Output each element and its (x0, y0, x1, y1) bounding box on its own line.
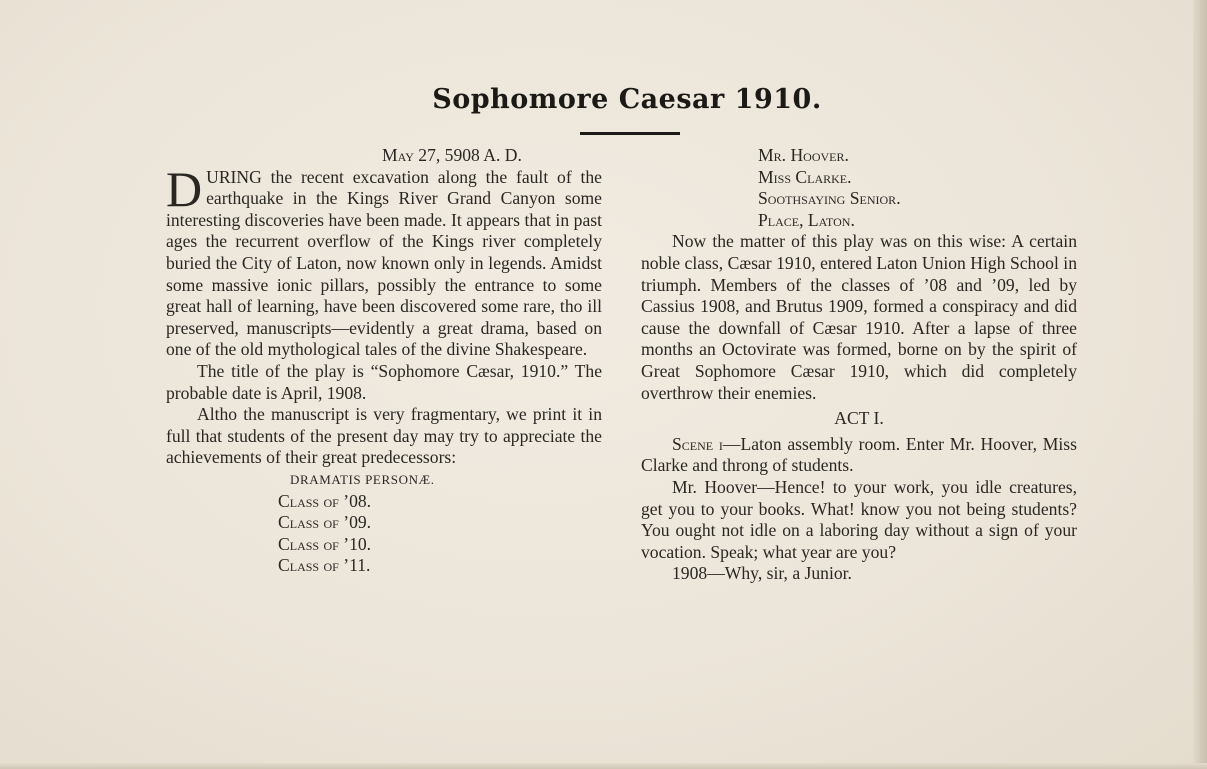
altho-paragraph: Altho the manuscript is very fragmentary, we print it in full that students of the present day may try to appreciate the achievements of their great predecessors: (166, 404, 602, 468)
date-line: May 27, 5908 A. D. (382, 145, 522, 165)
intro-text: URING the recent excavation along the fault of the earthquake in the Kings River Grand Canyon some interesting discoveries have been made. It appears that in past ages the recurrent overflow of the Kings river completely buried the City of Laton, now known only in legends. Amidst some massive ionic pillars, possibly the entrance to some great hall of learning, have been discovered some rare, tho ill preserved, manuscripts—evidently a great drama, based on one of the old mythological tales of the divine Shakespeare. (166, 166, 602, 360)
scene-text: —Laton assembly room. Enter Mr. Hoover, Miss Clarke and throng of students. (641, 433, 1077, 476)
cast-item: Class of ’09. (278, 512, 372, 533)
cast-item: Place, Laton. (758, 209, 855, 230)
junior-line: 1908—Why, sir, a Junior. (672, 563, 852, 584)
drop-cap: D (166, 160, 203, 217)
scene-paragraph (641, 434, 1077, 477)
matter-paragraph: Now the matter of this play was on this wise: A certain noble class, Cæsar 1910, entered Laton Union High School in triumph. Members of the classes of ’08 and ’09, led by Cassius 1908, and Brutus 1909, formed a conspiracy and did cause the downfall of Cæsar 1910. After a lapse of three months an Octovirate was formed, borne on by the spirit of Great Sophomore Cæsar 1910, which did completely overthrow their enemies. (641, 231, 1077, 403)
page-edge-shadow (1193, 0, 1207, 769)
left-column (166, 145, 602, 577)
title-paragraph: The title of the play is “Sophomore Cæsar, 1910.” The probable date is April, 1908. (166, 360, 602, 403)
cast-list-left (166, 491, 602, 577)
cast-item: Class of ’08. (278, 490, 372, 511)
cast-item: Soothsaying Senior. (758, 188, 901, 209)
right-column (641, 145, 1077, 585)
cast-item: Miss Clarke. (758, 166, 852, 187)
cast-item: Class of ’10. (278, 533, 372, 554)
dramatis-personae-heading: DRAMATIS PERSONÆ. (290, 471, 435, 487)
hoover-line: Mr. Hoover—Hence! to your work, you idle creatures, get you to your books. What! know you not being students? You ought not idle on a laboring day without a sign of your vocation. Speak; what year are you? (641, 476, 1077, 562)
title-underline (580, 132, 680, 135)
cast-item: Mr. Hoover. (758, 145, 849, 165)
cast-list-right (641, 145, 1077, 231)
cast-item: Class of ’11. (278, 555, 371, 576)
scene-label: Scene i (672, 433, 723, 454)
page-bottom-edge (0, 763, 1207, 769)
intro-paragraph (166, 160, 602, 361)
page-title: Sophomore Caesar 1910. (432, 84, 822, 115)
act-heading: ACT I. (834, 408, 884, 429)
